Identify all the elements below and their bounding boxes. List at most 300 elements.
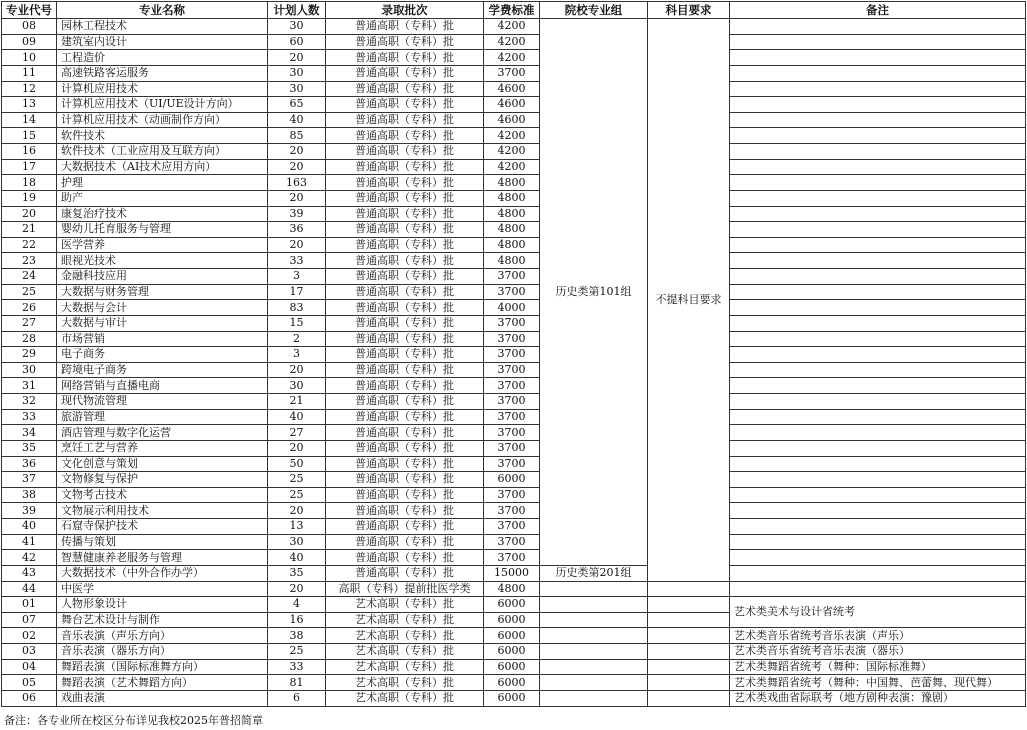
cell-code: 35 <box>2 440 57 456</box>
cell-plan: 38 <box>268 628 326 644</box>
table-row <box>2 253 1026 269</box>
cell-fee: 4000 <box>484 300 540 316</box>
cell-code: 02 <box>2 628 57 644</box>
table-row <box>2 159 1026 175</box>
cell-batch: 普通高职（专科）批 <box>326 394 484 410</box>
cell-fee: 3700 <box>484 284 540 300</box>
cell-code: 29 <box>2 347 57 363</box>
cell-subject-empty <box>648 659 730 675</box>
cell-subject-empty <box>648 675 730 691</box>
cell-remark <box>730 144 1026 160</box>
cell-fee: 4600 <box>484 97 540 113</box>
cell-name: 音乐表演（器乐方向） <box>57 644 268 660</box>
table-row <box>2 534 1026 550</box>
cell-batch: 普通高职（专科）批 <box>326 34 484 50</box>
cell-plan: 3 <box>268 269 326 285</box>
cell-group-101: 历史类第101组 <box>540 19 648 566</box>
cell-plan: 30 <box>268 81 326 97</box>
cell-subject-empty <box>648 628 730 644</box>
cell-remark <box>730 534 1026 550</box>
cell-fee: 6000 <box>484 472 540 488</box>
cell-name: 戏曲表演 <box>57 690 268 706</box>
cell-plan: 20 <box>268 159 326 175</box>
cell-code: 38 <box>2 487 57 503</box>
cell-batch: 普通高职（专科）批 <box>326 565 484 581</box>
table-row <box>2 81 1026 97</box>
cell-name: 助产 <box>57 190 268 206</box>
cell-group-empty <box>540 628 648 644</box>
cell-remark <box>730 97 1026 113</box>
cell-remark <box>730 440 1026 456</box>
cell-remark <box>730 206 1026 222</box>
table-row <box>2 284 1026 300</box>
cell-code: 13 <box>2 97 57 113</box>
cell-name: 旅游管理 <box>57 409 268 425</box>
cell-remark <box>730 331 1026 347</box>
cell-fee: 4200 <box>484 144 540 160</box>
cell-fee: 3700 <box>484 519 540 535</box>
table-row <box>2 300 1026 316</box>
cell-remark <box>730 378 1026 394</box>
cell-name: 网络营销与直播电商 <box>57 378 268 394</box>
cell-plan: 81 <box>268 675 326 691</box>
table-row <box>2 50 1026 66</box>
cell-batch: 普通高职（专科）批 <box>326 175 484 191</box>
cell-subject: 不提科目要求 <box>648 19 730 582</box>
cell-code: 07 <box>2 612 57 628</box>
cell-plan: 50 <box>268 456 326 472</box>
cell-code: 44 <box>2 581 57 597</box>
cell-batch: 普通高职（专科）批 <box>326 519 484 535</box>
cell-name: 大数据技术（AI技术应用方向） <box>57 159 268 175</box>
cell-plan: 20 <box>268 144 326 160</box>
cell-plan: 40 <box>268 409 326 425</box>
cell-code: 26 <box>2 300 57 316</box>
cell-batch: 普通高职（专科）批 <box>326 472 484 488</box>
cell-fee: 3700 <box>484 347 540 363</box>
cell-name: 软件技术（工业应用及互联方向） <box>57 144 268 160</box>
cell-subject-empty <box>648 644 730 660</box>
cell-batch: 普通高职（专科）批 <box>326 128 484 144</box>
cell-name: 烹饪工艺与营养 <box>57 440 268 456</box>
table-body <box>2 19 1026 707</box>
cell-remark: 艺术类戏曲省际联考（地方剧种表演：豫剧） <box>730 690 1026 706</box>
cell-plan: 65 <box>268 97 326 113</box>
cell-fee: 3700 <box>484 550 540 566</box>
cell-batch: 普通高职（专科）批 <box>326 378 484 394</box>
table-row <box>2 331 1026 347</box>
cell-fee: 6000 <box>484 675 540 691</box>
table-row <box>2 628 1026 644</box>
cell-name: 舞蹈表演（艺术舞蹈方向） <box>57 675 268 691</box>
cell-code: 23 <box>2 253 57 269</box>
cell-name: 传播与策划 <box>57 534 268 550</box>
cell-code: 40 <box>2 519 57 535</box>
cell-plan: 25 <box>268 487 326 503</box>
cell-name: 大数据与会计 <box>57 300 268 316</box>
cell-plan: 20 <box>268 237 326 253</box>
col-header-remark: 备注 <box>730 2 1026 19</box>
cell-remark <box>730 284 1026 300</box>
cell-name: 康复治疗技术 <box>57 206 268 222</box>
cell-plan: 15 <box>268 315 326 331</box>
cell-plan: 30 <box>268 534 326 550</box>
table-row <box>2 440 1026 456</box>
enrollment-table <box>1 1 1026 707</box>
cell-code: 24 <box>2 269 57 285</box>
col-header-subject: 科目要求 <box>648 2 730 19</box>
cell-plan: 20 <box>268 503 326 519</box>
cell-code: 34 <box>2 425 57 441</box>
cell-batch: 普通高职（专科）批 <box>326 50 484 66</box>
cell-fee: 3700 <box>484 456 540 472</box>
cell-fee: 3700 <box>484 65 540 81</box>
cell-name: 计算机应用技术（动画制作方向） <box>57 112 268 128</box>
cell-name: 眼视光技术 <box>57 253 268 269</box>
cell-group-empty <box>540 597 648 613</box>
cell-fee: 4600 <box>484 112 540 128</box>
cell-remark: 艺术类舞蹈省统考（舞种：中国舞、芭蕾舞、现代舞） <box>730 675 1026 691</box>
cell-batch: 普通高职（专科）批 <box>326 534 484 550</box>
cell-plan: 30 <box>268 19 326 35</box>
cell-fee: 6000 <box>484 612 540 628</box>
cell-plan: 6 <box>268 690 326 706</box>
table-row <box>2 425 1026 441</box>
cell-code: 15 <box>2 128 57 144</box>
table-row <box>2 222 1026 238</box>
cell-batch: 普通高职（专科）批 <box>326 112 484 128</box>
table-row <box>2 456 1026 472</box>
cell-subject-empty <box>648 597 730 613</box>
cell-name: 高速铁路客运服务 <box>57 65 268 81</box>
cell-plan: 25 <box>268 644 326 660</box>
table-row <box>2 519 1026 535</box>
cell-remark <box>730 550 1026 566</box>
cell-batch: 普通高职（专科）批 <box>326 206 484 222</box>
cell-remark <box>730 409 1026 425</box>
table-row <box>2 644 1026 660</box>
cell-group-empty <box>540 644 648 660</box>
cell-remark <box>730 456 1026 472</box>
cell-remark <box>730 503 1026 519</box>
cell-fee: 6000 <box>484 659 540 675</box>
table-row <box>2 581 1026 597</box>
table-row <box>2 315 1026 331</box>
cell-plan: 20 <box>268 362 326 378</box>
cell-name: 大数据与财务管理 <box>57 284 268 300</box>
cell-batch: 艺术高职（专科）批 <box>326 644 484 660</box>
cell-name: 园林工程技术 <box>57 19 268 35</box>
table-row <box>2 597 1026 613</box>
header-row <box>2 2 1026 19</box>
table-row <box>2 487 1026 503</box>
cell-fee: 3700 <box>484 394 540 410</box>
cell-code: 08 <box>2 19 57 35</box>
cell-remark-art-design: 艺术类美术与设计省统考 <box>730 597 1026 628</box>
cell-batch: 普通高职（专科）批 <box>326 347 484 363</box>
table-row <box>2 269 1026 285</box>
cell-name: 石窟寺保护技术 <box>57 519 268 535</box>
table-row <box>2 237 1026 253</box>
cell-code: 31 <box>2 378 57 394</box>
table-row <box>2 503 1026 519</box>
cell-batch: 普通高职（专科）批 <box>326 425 484 441</box>
cell-batch: 艺术高职（专科）批 <box>326 597 484 613</box>
cell-plan: 35 <box>268 565 326 581</box>
cell-plan: 27 <box>268 425 326 441</box>
cell-plan: 36 <box>268 222 326 238</box>
cell-code: 18 <box>2 175 57 191</box>
cell-code: 39 <box>2 503 57 519</box>
cell-name: 文物修复与保护 <box>57 472 268 488</box>
cell-plan: 20 <box>268 190 326 206</box>
cell-batch: 普通高职（专科）批 <box>326 331 484 347</box>
cell-batch: 普通高职（专科）批 <box>326 19 484 35</box>
table-row <box>2 362 1026 378</box>
cell-batch: 普通高职（专科）批 <box>326 550 484 566</box>
cell-batch: 艺术高职（专科）批 <box>326 612 484 628</box>
cell-code: 21 <box>2 222 57 238</box>
table-row <box>2 565 1026 581</box>
cell-plan: 25 <box>268 472 326 488</box>
cell-fee: 4200 <box>484 159 540 175</box>
cell-remark <box>730 190 1026 206</box>
cell-name: 智慧健康养老服务与管理 <box>57 550 268 566</box>
cell-code: 36 <box>2 456 57 472</box>
cell-name: 金融科技应用 <box>57 269 268 285</box>
cell-remark <box>730 222 1026 238</box>
cell-batch: 普通高职（专科）批 <box>326 253 484 269</box>
table-row <box>2 472 1026 488</box>
cell-remark <box>730 50 1026 66</box>
cell-batch: 普通高职（专科）批 <box>326 300 484 316</box>
cell-subject-empty <box>648 612 730 628</box>
table-row <box>2 409 1026 425</box>
cell-name: 文化创意与策划 <box>57 456 268 472</box>
table-row <box>2 65 1026 81</box>
cell-name: 婴幼儿托育服务与管理 <box>57 222 268 238</box>
table-row <box>2 659 1026 675</box>
cell-batch: 艺术高职（专科）批 <box>326 659 484 675</box>
cell-fee: 4800 <box>484 190 540 206</box>
cell-batch: 普通高职（专科）批 <box>326 269 484 285</box>
cell-code: 42 <box>2 550 57 566</box>
cell-plan: 60 <box>268 34 326 50</box>
cell-plan: 83 <box>268 300 326 316</box>
cell-group-empty <box>540 612 648 628</box>
col-header-batch: 录取批次 <box>326 2 484 19</box>
cell-code: 30 <box>2 362 57 378</box>
cell-name: 计算机应用技术 <box>57 81 268 97</box>
cell-fee: 6000 <box>484 644 540 660</box>
cell-fee: 3700 <box>484 409 540 425</box>
cell-fee: 4800 <box>484 222 540 238</box>
cell-batch: 普通高职（专科）批 <box>326 97 484 113</box>
cell-fee: 6000 <box>484 690 540 706</box>
cell-fee: 4200 <box>484 19 540 35</box>
cell-code: 43 <box>2 565 57 581</box>
cell-code: 11 <box>2 65 57 81</box>
cell-fee: 4600 <box>484 81 540 97</box>
cell-remark <box>730 362 1026 378</box>
cell-fee: 3700 <box>484 315 540 331</box>
cell-remark <box>730 253 1026 269</box>
cell-name: 舞蹈表演（国际标准舞方向） <box>57 659 268 675</box>
cell-batch: 普通高职（专科）批 <box>326 222 484 238</box>
cell-fee: 4200 <box>484 128 540 144</box>
cell-name: 人物形象设计 <box>57 597 268 613</box>
cell-group-empty <box>540 659 648 675</box>
cell-subject-empty <box>648 581 730 597</box>
cell-batch: 普通高职（专科）批 <box>326 237 484 253</box>
cell-plan: 33 <box>268 659 326 675</box>
cell-name: 中医学 <box>57 581 268 597</box>
cell-fee: 3700 <box>484 487 540 503</box>
cell-plan: 20 <box>268 440 326 456</box>
cell-name: 音乐表演（声乐方向） <box>57 628 268 644</box>
cell-code: 17 <box>2 159 57 175</box>
table-row <box>2 347 1026 363</box>
cell-batch: 艺术高职（专科）批 <box>326 675 484 691</box>
cell-batch: 艺术高职（专科）批 <box>326 690 484 706</box>
cell-fee: 6000 <box>484 628 540 644</box>
col-header-name: 专业名称 <box>57 2 268 19</box>
cell-name: 大数据技术（中外合作办学） <box>57 565 268 581</box>
cell-code: 03 <box>2 644 57 660</box>
cell-remark <box>730 269 1026 285</box>
cell-plan: 3 <box>268 347 326 363</box>
cell-code: 09 <box>2 34 57 50</box>
cell-fee: 3700 <box>484 425 540 441</box>
cell-remark <box>730 300 1026 316</box>
cell-name: 文物考古技术 <box>57 487 268 503</box>
cell-code: 33 <box>2 409 57 425</box>
cell-batch: 普通高职（专科）批 <box>326 362 484 378</box>
cell-code: 05 <box>2 675 57 691</box>
cell-group-empty <box>540 690 648 706</box>
cell-batch: 普通高职（专科）批 <box>326 456 484 472</box>
cell-plan: 39 <box>268 206 326 222</box>
cell-plan: 40 <box>268 112 326 128</box>
cell-group-empty <box>540 581 648 597</box>
cell-remark <box>730 34 1026 50</box>
footer-note: 备注：各专业所在校区分布详见我校2025年普招简章 <box>4 714 263 727</box>
col-header-fee: 学费标准 <box>484 2 540 19</box>
cell-fee: 3700 <box>484 534 540 550</box>
cell-name: 计算机应用技术（UI/UE设计方向） <box>57 97 268 113</box>
cell-code: 20 <box>2 206 57 222</box>
cell-remark <box>730 175 1026 191</box>
cell-name: 建筑室内设计 <box>57 34 268 50</box>
cell-plan: 20 <box>268 50 326 66</box>
cell-remark <box>730 581 1026 597</box>
cell-code: 06 <box>2 690 57 706</box>
cell-code: 19 <box>2 190 57 206</box>
cell-plan: 85 <box>268 128 326 144</box>
cell-remark <box>730 112 1026 128</box>
cell-fee: 3700 <box>484 440 540 456</box>
cell-plan: 163 <box>268 175 326 191</box>
cell-remark <box>730 128 1026 144</box>
cell-fee: 4800 <box>484 581 540 597</box>
table-row <box>2 34 1026 50</box>
cell-batch: 普通高职（专科）批 <box>326 487 484 503</box>
cell-batch: 普通高职（专科）批 <box>326 159 484 175</box>
table-row <box>2 690 1026 706</box>
cell-name: 舞台艺术设计与制作 <box>57 612 268 628</box>
cell-batch: 艺术高职（专科）批 <box>326 628 484 644</box>
table-row <box>2 128 1026 144</box>
cell-batch: 高职（专科）提前批医学类 <box>326 581 484 597</box>
cell-fee: 4800 <box>484 237 540 253</box>
cell-batch: 普通高职（专科）批 <box>326 440 484 456</box>
cell-name: 文物展示利用技术 <box>57 503 268 519</box>
cell-plan: 30 <box>268 65 326 81</box>
cell-code: 01 <box>2 597 57 613</box>
table-row <box>2 19 1026 35</box>
cell-plan: 40 <box>268 550 326 566</box>
cell-name: 大数据与审计 <box>57 315 268 331</box>
cell-remark <box>730 347 1026 363</box>
cell-name: 电子商务 <box>57 347 268 363</box>
cell-remark <box>730 394 1026 410</box>
cell-code: 10 <box>2 50 57 66</box>
cell-fee: 4800 <box>484 175 540 191</box>
cell-batch: 普通高职（专科）批 <box>326 503 484 519</box>
cell-remark <box>730 487 1026 503</box>
cell-batch: 普通高职（专科）批 <box>326 65 484 81</box>
cell-plan: 2 <box>268 331 326 347</box>
cell-remark: 艺术类音乐省统考音乐表演（器乐） <box>730 644 1026 660</box>
cell-remark <box>730 519 1026 535</box>
cell-code: 41 <box>2 534 57 550</box>
cell-remark <box>730 237 1026 253</box>
cell-batch: 普通高职（专科）批 <box>326 409 484 425</box>
cell-code: 32 <box>2 394 57 410</box>
col-header-group: 院校专业组 <box>540 2 648 19</box>
cell-fee: 3700 <box>484 378 540 394</box>
cell-fee: 3700 <box>484 503 540 519</box>
table-row <box>2 97 1026 113</box>
cell-plan: 30 <box>268 378 326 394</box>
cell-code: 14 <box>2 112 57 128</box>
cell-batch: 普通高职（专科）批 <box>326 81 484 97</box>
table-row <box>2 112 1026 128</box>
cell-fee: 3700 <box>484 269 540 285</box>
cell-remark: 艺术类音乐省统考音乐表演（声乐） <box>730 628 1026 644</box>
cell-remark: 艺术类舞蹈省统考（舞种：国际标准舞） <box>730 659 1026 675</box>
cell-plan: 4 <box>268 597 326 613</box>
cell-name: 医学营养 <box>57 237 268 253</box>
cell-group-empty <box>540 675 648 691</box>
cell-remark <box>730 81 1026 97</box>
col-header-code: 专业代号 <box>2 2 57 19</box>
table-row <box>2 675 1026 691</box>
table-row <box>2 378 1026 394</box>
cell-fee: 4200 <box>484 50 540 66</box>
cell-code: 12 <box>2 81 57 97</box>
cell-name: 工程造价 <box>57 50 268 66</box>
cell-name: 跨境电子商务 <box>57 362 268 378</box>
cell-fee: 4800 <box>484 206 540 222</box>
cell-code: 27 <box>2 315 57 331</box>
table-row <box>2 394 1026 410</box>
cell-name: 市场营销 <box>57 331 268 347</box>
table-row <box>2 144 1026 160</box>
cell-fee: 15000 <box>484 565 540 581</box>
cell-plan: 13 <box>268 519 326 535</box>
table-row <box>2 550 1026 566</box>
